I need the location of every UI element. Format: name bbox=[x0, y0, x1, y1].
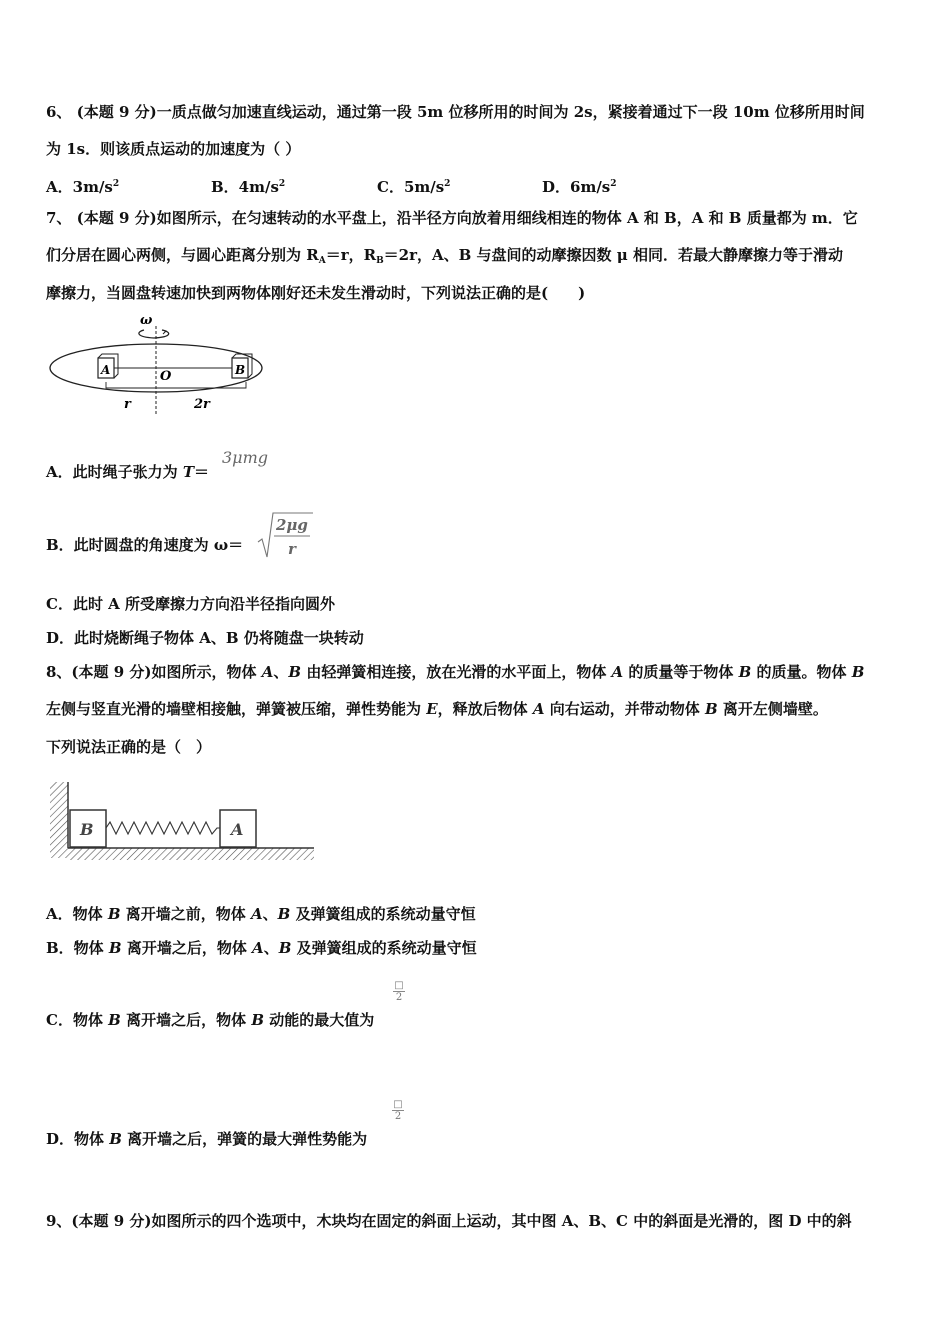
q8-option-b[interactable]: B．物体 B 离开墙之后，物体 A、B 及弹簧组成的系统动量守恒 bbox=[46, 939, 477, 957]
svg-text:2μg: 2μg bbox=[276, 516, 308, 534]
omega-formula bbox=[256, 510, 316, 562]
q8-stem-line1: 8、(本题 9 分)如图所示，物体 A、B 由轻弹簧相连接，放在光滑的水平面上，物体 A 的质量等于物体 B 的质量。物体 B bbox=[46, 663, 865, 681]
q6-option-c[interactable]: C．$5m/s^2$ bbox=[377, 178, 451, 196]
floor bbox=[68, 848, 314, 860]
tension-formula: 3μmg bbox=[222, 448, 268, 467]
option-c-fraction: □ 2 bbox=[394, 980, 404, 1003]
q6-option-a[interactable]: A．$3m/s^2$ bbox=[46, 178, 120, 196]
block-a bbox=[220, 810, 256, 847]
q7-stem-line1: 7、 (本题 9 分)如图所示，在匀速转动的水平盘上，沿半径方向放着用细线相连的物体 A 和 B，A 和 B 质量都为 m．它 bbox=[46, 209, 858, 227]
q7-option-b[interactable]: B．此时圆盘的角速度为 ω＝ bbox=[46, 536, 244, 554]
dimension-line bbox=[106, 382, 246, 388]
q8-option-a[interactable]: A．物体 B 离开墙之前，物体 A、B 及弹簧组成的系统动量守恒 bbox=[46, 905, 476, 923]
svg-text:A: A bbox=[231, 820, 244, 839]
q8-option-c[interactable]: C．物体 B 离开墙之后，物体 B 动能的最大值为 bbox=[46, 1011, 375, 1029]
center-label: O bbox=[160, 369, 172, 384]
q8-option-d[interactable]: D．物体 B 离开墙之后，弹簧的最大弹性势能为 bbox=[46, 1130, 368, 1148]
block-b bbox=[70, 810, 106, 847]
q6-stem-line1: 6、 (本题 9 分)一质点做匀加速直线运动，通过第一段 5m 位移所用的时间为 2s，紧接着通过下一段 10m 位移所用时间 bbox=[46, 103, 865, 121]
block-b bbox=[232, 354, 252, 378]
q8-stem-line3: 下列说法正确的是（ ） bbox=[46, 738, 212, 756]
q7-option-d[interactable]: D．此时烧断绳子物体 A、B 仍将随盘一块转动 bbox=[46, 629, 364, 647]
rotation-arrow-icon bbox=[139, 330, 169, 338]
q7-turntable-figure bbox=[44, 310, 268, 420]
q7-stem-line3: 摩擦力，当圆盘转速加快到两物体刚好还未发生滑动时，下列说法正确的是( ) bbox=[46, 284, 586, 302]
spring bbox=[106, 822, 220, 834]
q8-stem-line2: 左侧与竖直光滑的墙壁相接触，弹簧被压缩，弹性势能为 E，释放后物体 A 向右运动，并带动物体 B 离开左侧墙壁。 bbox=[46, 700, 828, 718]
option-d-fraction: □ 2 bbox=[393, 1099, 403, 1122]
wall bbox=[50, 782, 68, 858]
svg-text:A: A bbox=[101, 363, 111, 377]
q9-stem-line1: 9、(本题 9 分)如图所示的四个选项中，木块均在固定的斜面上运动，其中图 A、B、C 中的斜面是光滑的，图 D 中的斜 bbox=[46, 1212, 852, 1230]
q7-stem-line2: 们分居在圆心两侧，与圆心距离分别为 $R_A=r$，$R_B=2r$，A、B 与盘间的动摩擦因数 μ 相同．若最大静摩擦力等于滑动 bbox=[46, 246, 843, 266]
distance-a-label: r bbox=[124, 397, 131, 412]
q7-option-c[interactable]: C．此时 A 所受摩擦力方向沿半径指向圆外 bbox=[46, 595, 336, 613]
distance-b-label: 2r bbox=[194, 397, 210, 412]
q7-option-a[interactable]: A．此时绳子张力为 T＝ bbox=[46, 463, 210, 481]
svg-text:B: B bbox=[80, 820, 94, 839]
block-a bbox=[98, 354, 118, 378]
q6-option-d[interactable]: D．$6m/s^2$ bbox=[542, 178, 617, 196]
svg-text:B: B bbox=[235, 363, 246, 377]
svg-text:r: r bbox=[288, 540, 296, 558]
omega-label: ω bbox=[140, 313, 153, 328]
q6-option-b[interactable]: B．$4m/s^2$ bbox=[211, 178, 286, 196]
q8-spring-figure bbox=[46, 778, 316, 862]
q6-stem-line2: 为 1s．则该质点运动的加速度为（ ） bbox=[46, 140, 301, 158]
